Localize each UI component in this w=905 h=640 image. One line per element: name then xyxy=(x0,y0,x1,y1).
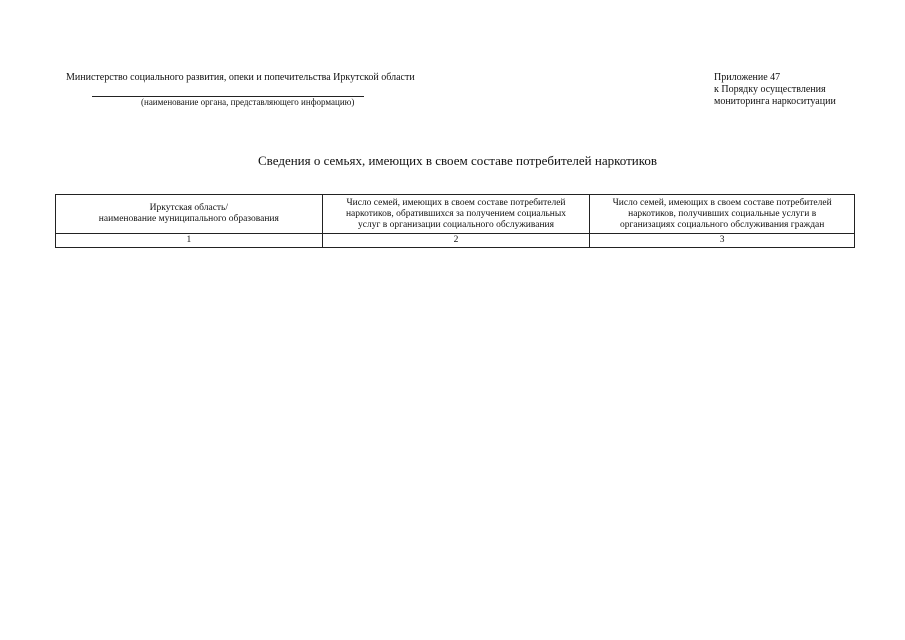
column-number: 1 xyxy=(56,234,323,248)
column-number-row xyxy=(56,234,855,248)
families-table xyxy=(55,194,855,248)
appendix-line-2: к Порядку осуществления xyxy=(714,84,826,95)
appendix-line-1: Приложение 47 xyxy=(714,72,781,83)
header-text: Число семей, имеющих в своем составе потребителей xyxy=(612,197,832,208)
header-text: Иркутская область/ xyxy=(149,203,229,213)
organization-caption: (наименование органа, представляющего информацию) xyxy=(141,97,355,107)
header-cell-applied xyxy=(322,195,590,234)
table-header-row xyxy=(56,195,855,234)
header-text: Число семей, имеющих в своем составе потребителей xyxy=(346,197,566,208)
header-text: наименование муниципального образования xyxy=(98,214,279,224)
header-text: наркотиков, получивших социальные услуги в xyxy=(628,208,817,219)
page-title: Сведения о семьях, имеющих в своем составе потребителей наркотиков xyxy=(258,153,658,168)
header-text: организациях социального обслуживания граждан xyxy=(619,219,825,230)
column-number: 2 xyxy=(322,234,590,248)
header-text: услуг в организации социального обслуживания xyxy=(357,219,555,230)
appendix-line-3: мониторинга наркоситуации xyxy=(714,96,836,107)
header-cell-region xyxy=(56,195,323,234)
header-cell-received xyxy=(590,195,855,234)
organization-name: Министерство социального развития, опеки и попечительства Иркутской области xyxy=(66,72,415,83)
header-text: наркотиков, обратившихся за получением социальных xyxy=(345,208,567,219)
column-number: 3 xyxy=(590,234,855,248)
